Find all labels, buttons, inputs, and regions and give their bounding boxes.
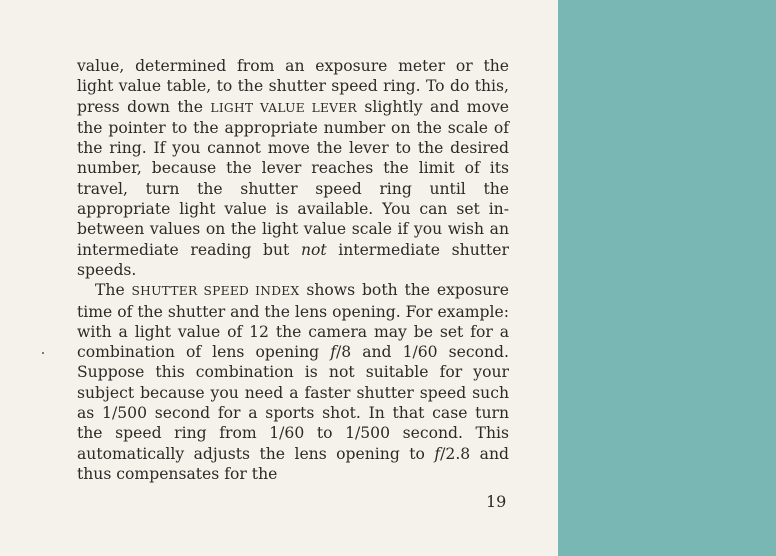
body-text <box>77 56 509 484</box>
light-value-lever-term: LIGHT VALUE LEVER <box>210 100 357 115</box>
paragraph-1-part-3: slightly and move the pointer to the appropriate number on the scale of the ring. If you cannot move the lever to the desired number, because the lever reaches the limit of its travel, turn the shutter speed ring until the appropriate light value is available. You can set in-between values on the light value scale if you wish an intermediate reading but <box>77 97 509 259</box>
paragraph-1-part-5: intermediate shutter speeds. <box>77 240 509 279</box>
f-stop-italic-2: f <box>434 444 441 463</box>
page-number: 19 <box>486 492 507 511</box>
shutter-speed-index-term: SHUTTER SPEED INDEX <box>131 284 300 299</box>
paragraph-1 <box>77 56 509 280</box>
teal-margin-band <box>558 0 776 556</box>
paragraph-2-part-3: shows both the exposure time of the shutter and the lens opening. For example: with a light value of 12 the camera may be set for a combination of lens opening <box>77 281 509 362</box>
ink-speck <box>42 352 44 354</box>
f-stop-italic-1: f <box>330 343 336 362</box>
paragraph-2-part-1: The <box>95 281 132 300</box>
emphasis-not: not <box>300 240 327 259</box>
paragraph-1-part-1: value, determined from an exposure meter or the light value table, to the shutter speed ring. To do this, press down the <box>77 57 509 116</box>
paragraph-2-part-7: /2.8 and thus compensates for the <box>77 444 509 483</box>
paragraph-2 <box>77 280 509 484</box>
paragraph-2-part-5: /8 and 1/60 second. Suppose this combination is not suitable for your subject because you need a faster shutter speed such as 1/500 second for a sports shot. In that case turn the speed ring from 1/60 to 1/500 second. This automatically adjusts the lens opening to <box>77 343 509 463</box>
